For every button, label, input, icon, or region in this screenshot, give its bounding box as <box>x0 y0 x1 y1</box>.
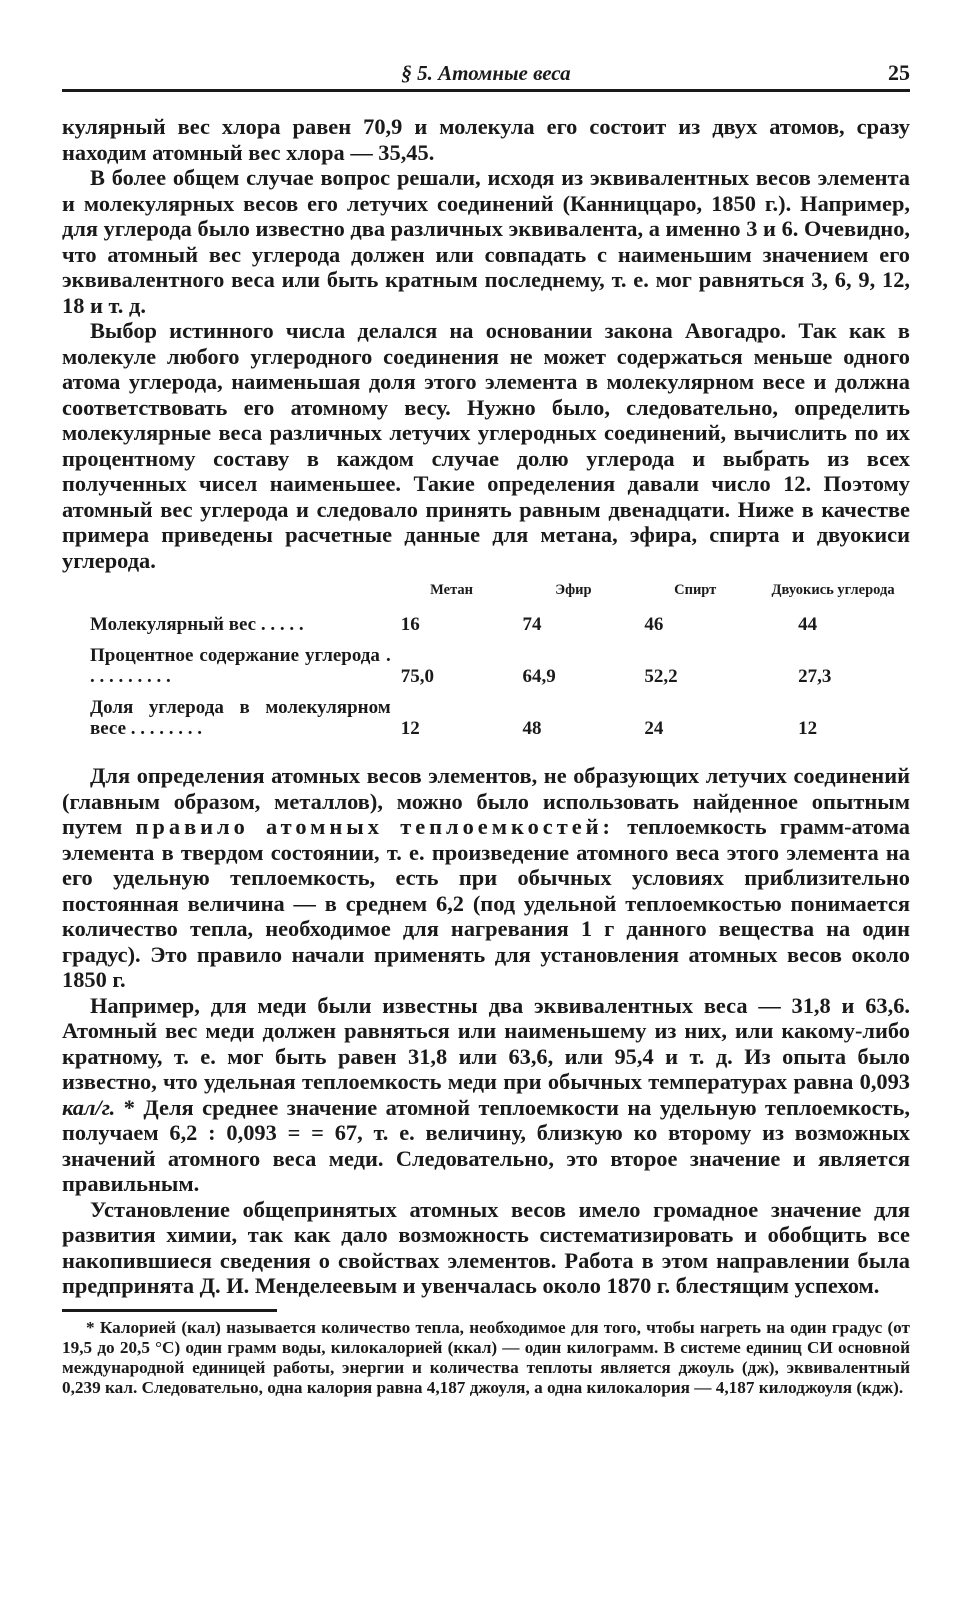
table-corner <box>62 583 391 610</box>
running-header <box>62 55 910 92</box>
paragraph-5-start: Например, для меди были известны два эквивалентных веса — 31,8 и 63,6. Атомный вес меди должен равняться или наименьшему из них, или какому-либо кратному, т. е. мог быть равен 31,8 или 63,6, или 95,4 и т. д. Из опыта было известно, что удельная теплоемкость меди при обычных температурах равна 0,093 <box>62 992 910 1094</box>
table-row <box>62 641 910 693</box>
table-cell: 52,2 <box>644 666 678 687</box>
section-title: § 5. Атомные веса <box>401 61 571 85</box>
main-text <box>62 114 910 1299</box>
book-page <box>62 55 910 1398</box>
table-header-row <box>62 583 910 610</box>
table-cell: 75,0 <box>400 666 434 687</box>
column-header: Двуокись углерода <box>771 582 895 598</box>
table-row <box>62 693 910 745</box>
table-cell: 16 <box>400 614 420 635</box>
row-label: Молекулярный вес . . . . . <box>90 614 304 635</box>
paragraph-5-end: * Деля среднее значение атомной теплоемкости на удельную теплоемкость, получаем 6,2 : 0,093 = = 67, т. е. величину, близкую ко второму из возможных значений атомного веса меди. Следовательно, это второе значение и является правильным. <box>62 1094 910 1196</box>
paragraph-4 <box>62 763 910 993</box>
column-header: Эфир <box>555 582 592 598</box>
footnote: * Калорией (кал) называется количество тепла, необходимое для того, чтобы нагреть на один градус (от 19,5 до 20,5 °С) один грамм воды, килокалорией (ккал) — один килограмм. В системе единиц СИ основной международной единицей работы, энергии и количества теплоты является джоуль (дж), эквивалентный 0,239 кал. Следовательно, одна калория равна 4,187 джоуля, а одна килокалория — 4,187 килоджоуля (кдж). <box>62 1317 910 1397</box>
paragraph-3: Выбор истинного числа делался на основании закона Авогадро. Так как в молекуле любого углеродного соединения не может содержаться меньше одного атома углерода, наименьшая доля этого элемента в молекулярном весе и должна соответствовать его атомному весу. Нужно было, следовательно, определить молекулярные веса различных летучих углеродных соединений, вычислить по их процентному составу в каждом случае долю углерода и выбрать из всех полученных чисел наименьшее. Такие определения давали число 12. Поэтому атомный вес углерода и следовало принять равным двенадцати. Ниже в качестве примера приведены расчетные данные для метана, эфира, спирта и двуокиси углерода. <box>62 318 910 573</box>
table-cell: 27,3 <box>798 666 832 687</box>
table-cell: 12 <box>798 718 818 739</box>
footnote-rule <box>62 1309 277 1312</box>
paragraph-6: Установление общепринятых атомных весов имело громадное значение для развития химии, так как дало возможность систематизировать и обобщить все накопившиеся сведения о свойствах элементов. Работа в этом направлении была предпринята Д. И. Менделеевым и увенчалась около 1870 г. блестящим успехом. <box>62 1196 910 1298</box>
table-cell: 12 <box>400 718 420 739</box>
row-label: Доля углерода в молекулярном весе . . . . . . . . <box>90 697 391 739</box>
paragraph-1: кулярный вес хлора равен 70,9 и молекула его состоит из двух атомов, сразу находим атомный вес хлора — 35,45. <box>62 114 910 165</box>
table-cell: 24 <box>644 718 664 739</box>
column-header: Спирт <box>674 582 717 598</box>
table-cell: 46 <box>644 614 664 635</box>
page-number: 25 <box>888 60 910 85</box>
paragraph-4-end: теплоемкость грамм-атома элемента в твердом состоянии, т. е. произведение атомного веса этого элемента на его удельную теплоемкость, есть при обычных условиях приблизительно постоянная величина — в среднем 6,2 (под удельной теплоемкостью понимается количество тепла, необходимое для нагревания 1 г данного вещества на один градус). Это правило начали применять для установления атомных весов около 1850 г. <box>62 814 910 992</box>
table-cell: 44 <box>798 614 818 635</box>
row-label: Процентное содержание углерода . . . . . . . . . . <box>90 645 391 687</box>
table-cell: 74 <box>522 614 542 635</box>
carbon-data-table <box>62 583 910 745</box>
unit-italic: кал/г. <box>62 1094 116 1120</box>
column-header: Метан <box>430 582 474 598</box>
paragraph-4-start: Для определения атомных весов элементов, не образующих летучих соединений (главным образом, металлов), можно было использовать найденное опытным путем <box>62 763 910 839</box>
table-cell: 48 <box>522 718 542 739</box>
rule-name-spaced: правило атомных теплоемкостей: <box>135 814 615 839</box>
table-row <box>62 610 910 641</box>
paragraph-2: В более общем случае вопрос решали, исходя из эквивалентных весов элемента и молекулярных весов его летучих соединений (Канниццаро, 1850 г.). Например, для углерода было известно два различных эквивалента, а именно 3 и 6. Очевидно, что атомный вес углерода должен или совпадать с наименьшим значением его эквивалентного веса или быть кратным последнему, т. е. мог равняться 3, 6, 9, 12, 18 и т. д. <box>62 165 910 318</box>
table-cell: 64,9 <box>522 666 556 687</box>
paragraph-5 <box>62 993 910 1197</box>
